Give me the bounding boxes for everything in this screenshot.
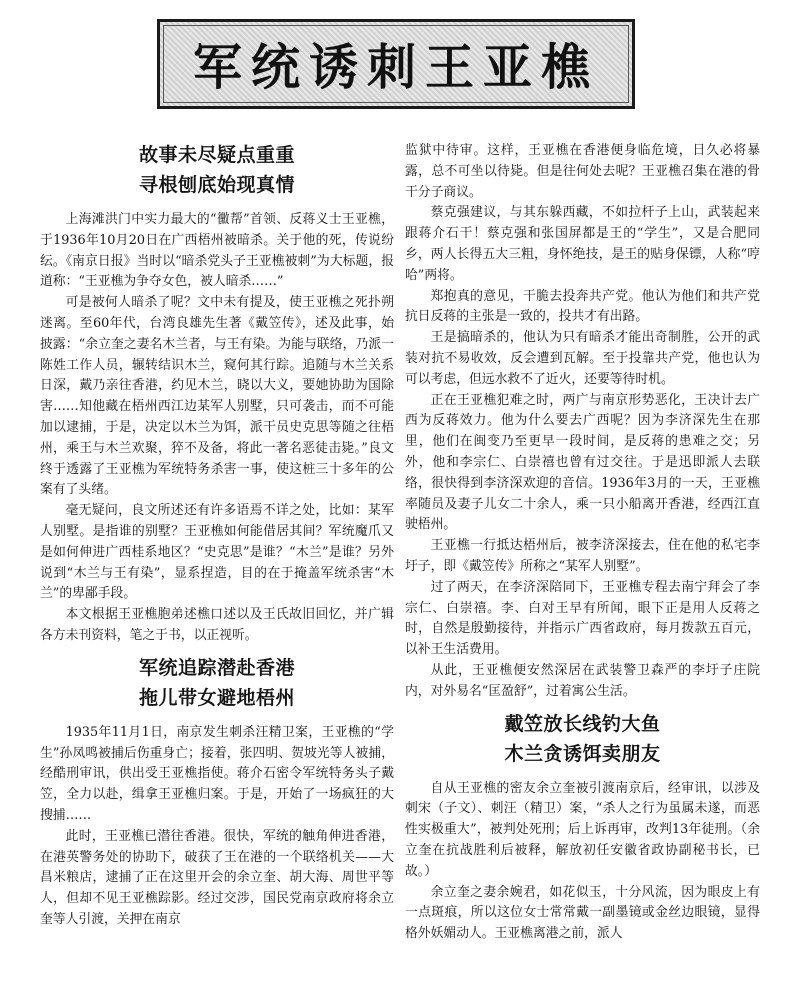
heading-line: 寻根刨底始现真情 <box>138 174 295 196</box>
paragraph: 此时，王亚樵已潜往香港。很快，军统的触角伸进香港，在港英警务处的协助下，破获了王在港的一个联络机关——大昌米粮店，逮捕了正在这里开会的余立奎、胡大海、周世平等人，但却不见王亚樵踪影。经过交涉，国民党南京政府将余立奎等人引渡，关押在南京 <box>40 828 394 927</box>
paragraph: 王是搞暗杀的，他认为只有暗杀才能出奇制胜，公开的武装对抗不易收效，反会遭到瓦解。至于投靠共产党，他也认为可以考虑，但远水救不了近火，还要等待时机。 <box>405 330 760 387</box>
title-banner <box>157 19 635 109</box>
paragraph: 从此，王亚樵便安然深居在武装警卫森严的李圩子庄院内，对外易名“匡盈舒”，过着寓公生活。 <box>405 662 760 699</box>
paragraph: 郑抱真的意见，干脆去投奔共产党。他认为他们和共产党抗日反蒋的主张是一致的，投共才有出路。 <box>405 288 760 325</box>
heading-line: 拖儿带女避地梧州 <box>138 686 295 709</box>
heading-line: 木兰贪诱饵卖朋友 <box>504 742 661 765</box>
heading-line: 故事未尽疑点重重 <box>138 144 295 166</box>
section-heading-1 <box>40 140 394 200</box>
paragraph: 过了两天，在李济深陪同下，王亚樵专程去南宁拜会了李宗仁、白崇禧。李、白对王早有所闻，眼下正是用人反蒋之时，自然是殷勤接待，并指示广西省政府，每月拨款五百元，以补王生活费用。 <box>405 579 760 658</box>
heading-line: 军统追踪潜赴香港 <box>138 656 295 679</box>
paragraph: 余立奎之妻余婉君，如花似玉，十分风流，因为眼皮上有一点斑痕，所以这位女士常常戴一副墨镜或金丝边眼镜，显得格外妖媚动人。王亚樵离港之前，派人 <box>405 884 760 942</box>
left-column <box>40 140 394 931</box>
paragraph: 监狱中待审。这样，王亚樵在香港便身临危境，日久必将暴露，总不可坐以待毙。但是往何处去呢？王亚樵召集在港的骨干分子商议。 <box>405 143 760 200</box>
paragraph: 正在王亚樵犯难之时，两广与南京形势恶化，王决计去广西为反蒋效力。他为什么要去广西呢？因为李济深先生在那里，他们在闽变乃至更早一段时间，是反蒋的患难之交；另外，他和李宗仁、白崇禧也曾有过交往。于是迅即派人去联络，很快得到李济深欢迎的音信。1936年3月的一天，王亚樵率随员及妻子儿女二十余人，乘一只小船离开香港，经西江直驶梧州。 <box>405 392 760 533</box>
paragraph: 自从王亚樵的密友余立奎被引渡南京后，经审讯，以涉及刺宋（子文）、刺汪（精卫）案，“杀人之行为虽属未遂，而恶性实极重大”，被判处死刑；后上诉再审，改判13年徒刑。（余立奎在抗战胜利后被释，解放初任安徽省政协副秘书长，已故。） <box>405 780 760 879</box>
paragraph: 蔡克强建议，与其东躲西藏，不如拉杆子上山，武装起来跟蒋介石干！蔡克强和张国屏都是王的“学生”，又是合肥同乡，两人长得五大三粗，身怀绝技，是王的贴身保镖，人称“哼哈”两将。 <box>405 205 760 283</box>
paragraph: 毫无疑问，良文所述还有许多语焉不详之处，比如：某军人别墅。是指谁的别墅？王亚樵如何能借居其间？军统魔爪又是如何伸进广西桂系地区？“史克思”是谁？“木兰”是谁？另外说到“木兰与王有染”，显系捏造，目的在于掩盖军统杀害“木兰”的卑鄙手段。 <box>40 503 394 602</box>
paragraph: 王亚樵一行抵达梧州后，被李济深接去，住在他的私宅李圩子，即《戴笠传》所称之“某军人别墅”。 <box>405 538 760 574</box>
section-heading-2 <box>40 653 394 713</box>
paragraph: 本文根据王亚樵胞弟述樵口述以及王氏故旧回忆，并广辑各方未刊资料，笔之于书，以正视听。 <box>40 607 394 643</box>
paragraph: 1935年11月1日，南京发生刺杀汪精卫案，王亚樵的“学生”孙凤鸣被捕后伤重身亡；接着，张四明、贺坡光等人被捕，经酷刑审讯，供出受王亚樵指使。蒋介石密令军统特务头子戴笠，全力以赴，缉拿王亚樵归案。于是，开始了一场疯狂的大搜捕…… <box>40 724 394 823</box>
page-title: 军统诱刺王亚樵 <box>192 39 599 96</box>
right-column <box>405 141 760 945</box>
paragraph: 上海滩洪门中实力最大的“黴帮”首领、反蒋义士王亚樵，于1936年10月20日在广西梧州被暗杀。关于他的死，传说纷纭。《南京日报》当时以“暗杀党头子王亚樵被刺”为大标题，报道称：“王亚樵为争夺女色，被人暗杀……” <box>40 212 394 290</box>
heading-line: 戴笠放长线钓大鱼 <box>504 712 661 735</box>
paragraph: 可是被何人暗杀了呢？文中未有提及，使王亚樵之死扑朔迷离。至60年代，台湾良雄先生著《戴笠传》，述及此事，始披露：“余立奎之妻名木兰者，与王有染。为能与联络，乃派一陈姓工作人员，辗转结识木兰，窥何其行踪。追随与木兰关系日深，戴乃亲往香港，约见木兰，晓以大义，要她协助为国除害……知他藏在梧州西江边某军人别墅，只可袭击，而不可能加以逮捕，于是，决定以木兰为饵，派干员史克思等随之往梧州，乘王与木兰欢聚，猝不及备，将此一著名恶徒击毙。”良文终于透露了王亚樵为军统特务杀害一事，使这桩三十多年的公案有了头绪。 <box>40 295 394 498</box>
section-heading-3 <box>405 709 760 769</box>
